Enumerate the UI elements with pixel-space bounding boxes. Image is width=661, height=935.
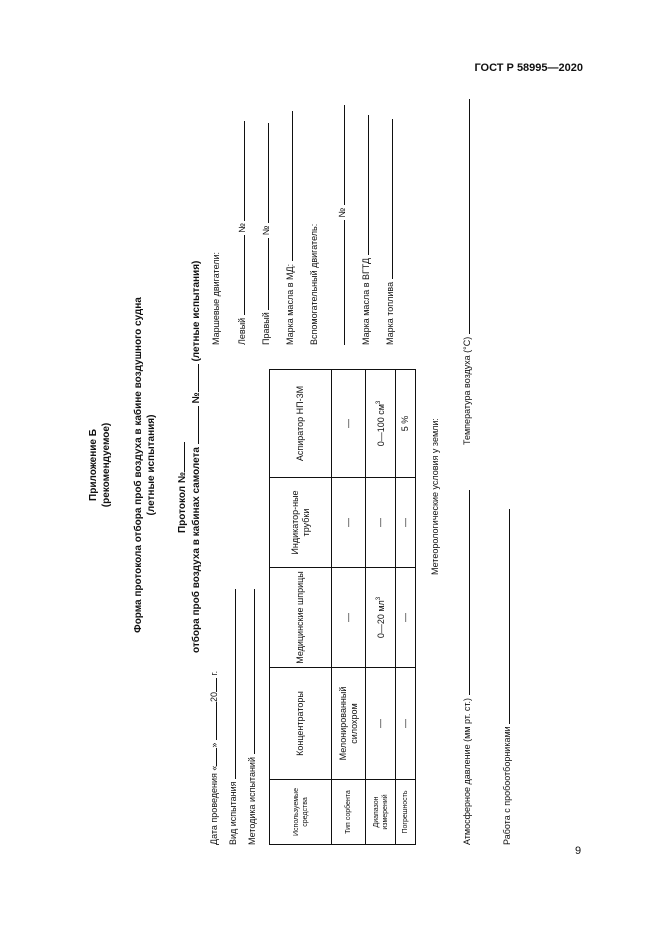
oil-md-field [283,111,295,345]
test-type-blank[interactable] [226,589,236,779]
pressure-blank[interactable] [460,490,470,695]
fuel-blank[interactable] [383,119,393,279]
table-cell: Мелонированный силохром [332,668,366,780]
row-label: Погрешность [396,780,416,845]
fuel-field [383,119,395,345]
pressure-label: Атмосферное давление (мм рт. ст.) [462,697,472,845]
row-label: Диапазон измерений [366,780,396,845]
table-cell: — [396,668,416,780]
superscript: 3 [376,596,382,601]
table-cell: — [366,668,396,780]
aux-engine-no-blank[interactable] [335,105,345,205]
table-header-cell: Аспиратор НП-3М [270,370,332,478]
pressure-field [460,490,472,845]
temperature-field [460,99,472,445]
protocol-number-blank [175,442,185,472]
right-engine-no: № [261,225,271,236]
appendix-title: Приложение Б [88,429,99,501]
date-year-suffix: г. [209,670,219,676]
left-engine-blank[interactable] [235,235,245,315]
table-row [396,370,416,845]
oil-md-blank[interactable] [283,111,293,261]
date-month-blank[interactable] [207,702,217,740]
test-type-label: Вид испытания [228,781,238,845]
table-cell: 5 % [396,370,416,478]
aux-engine-no: № [337,207,347,218]
method-field [245,590,257,846]
temperature-label: Температура воздуха (°С) [462,336,472,445]
date-field [207,671,219,845]
range-syringe: 0—20 мл [376,600,386,639]
table-header-row [270,370,332,845]
form-subtitle: (летные испытания) [146,414,157,516]
table-cell: — [332,370,366,478]
protocol-no-label: № [191,392,202,404]
row-label: Тип сорбента [332,780,366,845]
aircraft-number-blank [189,364,199,392]
table-cell [366,568,396,668]
date-quote: » [209,742,219,748]
date-year-blank[interactable] [207,678,217,692]
oil-md-label: Марка масла в МД: [285,263,295,345]
table-cell: — [332,478,366,568]
oil-vgtd-label: Марка масла в ВГТД [361,257,371,345]
protocol-line2-prefix: отбора проб воздуха в кабинах самолета [191,447,202,653]
protocol-line [175,442,188,533]
fuel-label: Марка топлива [385,281,395,345]
samplers-label: Работа с пробоотборниками [502,726,512,845]
protocol-line2-suffix: (летные испытания) [191,260,202,362]
aircraft-blank [189,406,199,444]
main-engines-label: Маршевые двигатели: [211,251,221,345]
table-cell: — [332,568,366,668]
table-cell: — [396,568,416,668]
left-engine-field [235,121,247,345]
weather-title: Метеорологические условия у земли: [430,418,440,575]
left-engine-label: Левый [237,317,247,345]
aux-engine-blank[interactable] [335,220,345,345]
table-cell: — [366,478,396,568]
standard-code: ГОСТ Р 58995—2020 [474,62,583,74]
right-engine-field [259,123,271,345]
date-year-prefix: 20 [209,692,219,703]
oil-vgtd-blank[interactable] [359,115,369,255]
aux-engine-label: Вспомогательный двигатель: [309,223,319,345]
form-title: Форма протокола отбора проб воздуха в кабине воздушного судна [133,297,144,633]
table-row [332,370,366,845]
table-row [366,370,396,845]
instruments-table [269,369,416,845]
right-engine-blank[interactable] [259,238,269,310]
protocol-label: Протокол № [177,471,188,533]
rotated-form [85,85,512,845]
range-aspirator: 0—100 см [376,404,386,447]
table-header-cell: Медицинские шприцы [270,568,332,668]
page-number: 9 [575,845,582,857]
temperature-blank[interactable] [460,99,470,334]
aux-engine-field [335,105,347,345]
right-engine-no-blank[interactable] [259,123,269,223]
test-type-field [226,589,238,845]
table-cell: — [396,478,416,568]
date-label: Дата проведения « [209,765,219,845]
table-header-cell: Индикатор-ные трубки [270,478,332,568]
left-engine-no-blank[interactable] [235,121,245,221]
table-header-cell: Используемые средства [270,780,332,845]
method-blank[interactable] [245,590,255,755]
left-engine-no: № [237,223,247,233]
protocol-line-2 [189,261,202,653]
samplers-blank[interactable] [500,509,510,724]
oil-vgtd-field [359,115,371,345]
superscript: 3 [376,400,382,405]
date-day-blank[interactable] [207,748,217,766]
right-engine-label: Правый [261,312,271,345]
samplers-field [500,509,512,845]
table-header-cell: Концентраторы [270,668,332,780]
method-label: Методика испытаний [247,757,257,845]
table-cell [366,370,396,478]
appendix-note: (рекомендуемое) [101,422,112,508]
